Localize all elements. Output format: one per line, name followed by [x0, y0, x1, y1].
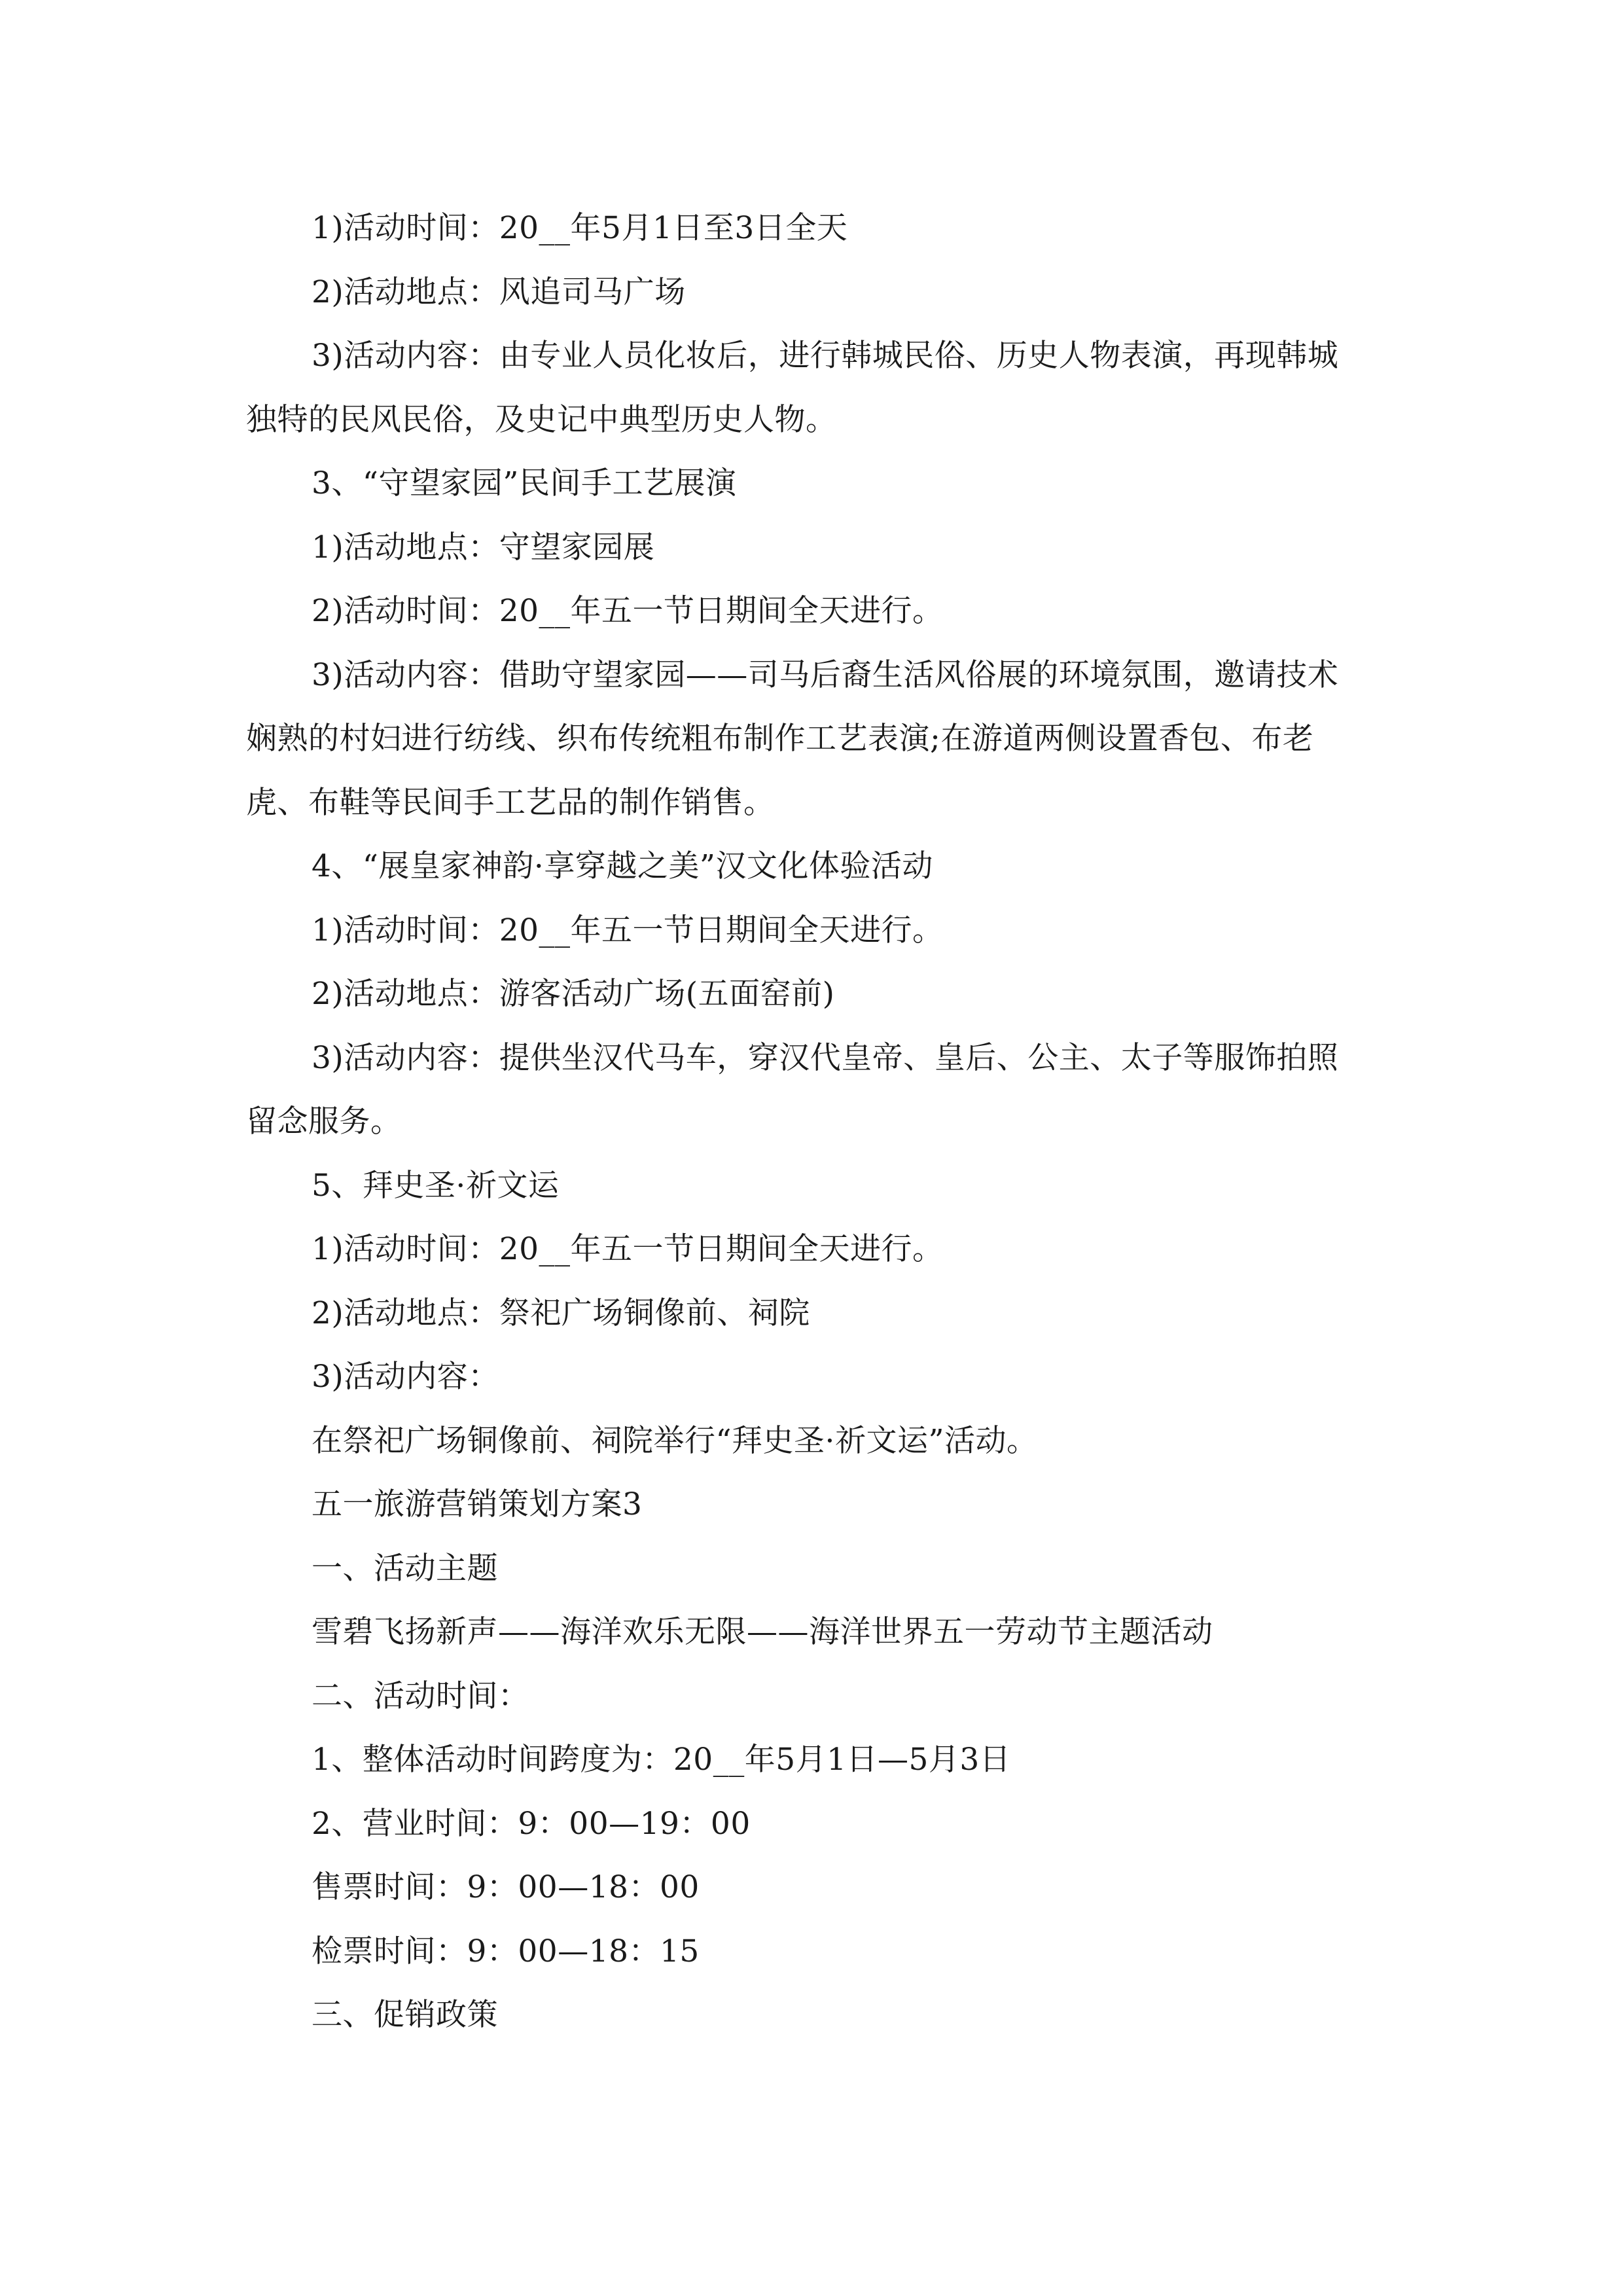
- section-title: 五一旅游营销策划方案3: [312, 1486, 643, 1522]
- section-heading: 二、活动时间：: [312, 1677, 529, 1714]
- text-line: 娴熟的村妇进行纺线、织布传统粗布制作工艺表演;在游道两侧设置香包、布老: [246, 721, 1314, 757]
- text-line: 留念服务。: [246, 1103, 402, 1139]
- text-line: 3、“守望家园”民间手工艺展演: [312, 465, 737, 501]
- text-line: 3)活动内容：: [312, 1359, 499, 1395]
- text-line: 1)活动地点：守望家园展: [312, 529, 655, 565]
- text-line: 虎、布鞋等民间手工艺品的制作销售。: [246, 784, 775, 821]
- text-line: 1)活动时间：20__年5月1日至3日全天: [312, 210, 848, 246]
- text-line: 2)活动时间：20__年五一节日期间全天进行。: [312, 593, 944, 629]
- text-line: 1)活动时间：20__年五一节日期间全天进行。: [312, 1231, 944, 1267]
- section-heading: 一、活动主题: [312, 1550, 498, 1587]
- text-line: 2)活动地点：风追司马广场: [312, 274, 686, 310]
- text-line: 在祭祀广场铜像前、祠院举行“拜史圣·祈文运”活动。: [312, 1422, 1038, 1459]
- text-line: 3)活动内容：提供坐汉代马车，穿汉代皇帝、皇后、公主、太子等服饰拍照: [312, 1039, 1339, 1076]
- document-body: [246, 196, 1378, 2047]
- section-heading: 三、促销政策: [312, 1997, 498, 2033]
- text-line: 3)活动内容：由专业人员化妆后，进行韩城民俗、历史人物表演，再现韩城: [312, 338, 1339, 374]
- text-line: 2)活动地点：游客活动广场(五面窑前): [312, 976, 835, 1012]
- text-line: 2)活动地点：祭祀广场铜像前、祠院: [312, 1295, 810, 1331]
- text-line: 2、营业时间：9：00—19：00: [312, 1805, 751, 1842]
- text-line: 1、整体活动时间跨度为：20__年5月1日—5月3日: [312, 1742, 1011, 1778]
- text-line: 5、拜史圣·祈文运: [312, 1167, 560, 1204]
- text-line: 检票时间：9：00—18：15: [312, 1933, 700, 1969]
- text-line: 售票时间：9：00—18：00: [312, 1869, 700, 1905]
- text-line: 4、“展皇家神韵·享穿越之美”汉文化体验活动: [312, 848, 933, 884]
- text-line: 雪碧飞扬新声——海洋欢乐无限——海洋世界五一劳动节主题活动: [312, 1614, 1213, 1650]
- text-line: 独特的民风民俗，及史记中典型历史人物。: [246, 401, 837, 438]
- text-line: 1)活动时间：20__年五一节日期间全天进行。: [312, 912, 944, 948]
- text-line: 3)活动内容：借助守望家园——司马后裔生活风俗展的环境氛围，邀请技术: [312, 656, 1339, 693]
